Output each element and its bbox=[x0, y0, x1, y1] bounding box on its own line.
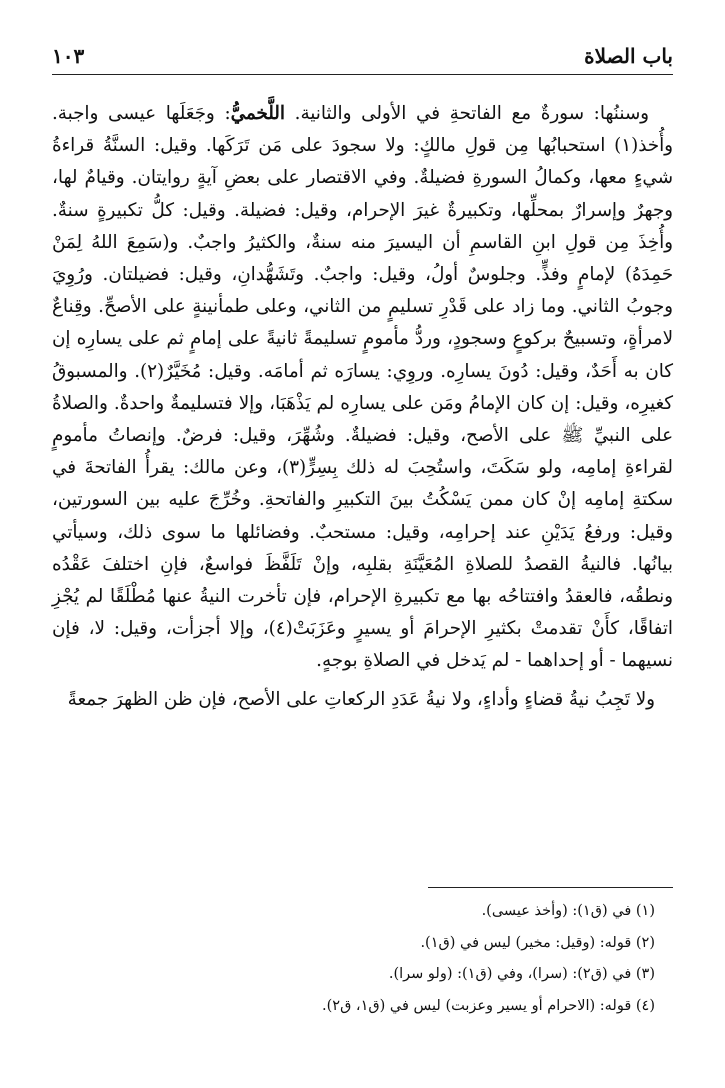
main-text bbox=[52, 98, 673, 716]
chapter-title: باب الصلاة bbox=[584, 44, 673, 68]
footnote-4: (٤) قوله: (الاحرام أو يسير وعزبت) ليس في (ق١، ق٢). bbox=[321, 997, 655, 1014]
footnote-2: (٢) قوله: (وقيل: مخير) ليس في (ق١). bbox=[420, 934, 655, 951]
paragraph-1 bbox=[52, 98, 673, 678]
page-header bbox=[52, 40, 673, 75]
paragraph-1-rest: : وجَعَلَها عيسى واجبة. وأُخذ(١) استحبابُها مِن قولِ مالكٍ: ولا سجودَ على مَن تَرَكَها. وقيل: السنَّةُ قراءةُ شيءٍ معها، وكمالُ السورةِ فضيلةٌ. وفي الاقتصار على بعضِ آيةٍ روايتان. وقيامٌ لها، وجهرٌ وإسرارٌ بمحلِّها، وتكبيرةٌ غيرَ الإحرام، وقيل: فضيلة. وقيل: كلُّ تكبيرةٍ سنةٌ. وأُخِذَ مِن قولِ ابنِ القاسمِ أن اليسيرَ منه سنةٌ، والكثيرُ واجبٌ. و(سَمِعَ اللهُ لِمَنْ حَمِدَهُ) لإمامٍ وفذٍّ. وجلوسٌ أولُ، وقيل: واجبٌ. وتَشَهُّدانِ، وقيل: فضيلتان. ورُوِيَ وجوبُ الثاني. وما زاد على قَدْرِ تسليمٍ من الثاني، وعلى طمأنينةٍ على الأصحِّ. وقِناعٌ لامرأةٍ، وتسبيحٌ بركوعٍ وسجودٍ، وردُّ مأمومٍ تسليمةً ثانيةً على إمامٍ ثم على يسارِه إن كان به أَحَدٌ، وقيل: دُونَ يسارِه. وروِي: يسارَه ثم أمامَه. وقيل: مُخَيَّرٌ(٢). والمسبوقُ كغيرِه، وقيل: إن كان الإمامُ ومَن على يسارِه لم يَذْهَبَا، وإلا فتسليمةٌ واحدةٌ. والصلاةُ على النبيِّ ﷺ على الأصح، وقيل: فضيلةٌ. وشُهِّرَ، وقيل: فرضٌ. وإنصاتُ مأمومٍ لقراءةِ إمامِه، ولو سَكَتَ، واستُحِبَ له ذلك بِسِرٍّ(٣)، وعن مالك: يقرأُ الفاتحةَ في سكتةِ إمامِه إنْ كان ممن يَسْكُتُ بينَ التكبيرِ والفاتحةِ. وخُرِّجَ عليه بين السورتين، وقيل: ورفعُ يَدَيْنِ عند إحرامِه، وقيل: مستحبٌ. وفضائلها ما سوى ذلك، وسيأتي بيانُها. فالنيةُ القصدُ للصلاةِ المُعَيَّنَةِ بقلبِه، وإنْ تَلَفَّظَ فواسعٌ، فإنِ اختلفَ عَقْدُه ونطقُه، فالعقدُ وافتتاحُه بها مع تكبيرةِ الإحرام، فإن تأخرت النيةُ عنها مُطْلَقًا لم يُجْزِ اتفاقًا، كأَنْ تقدمتْ بكثيرِ الإحرامَ أو يسيرٍ وعَزَبَتْ(٤)، وإلا أجزأت، وقيل: لا، فإن نسيهما - أو إحداهما - لم يَدخل في الصلاةِ بوجهٍ. bbox=[52, 103, 674, 672]
footnote-divider bbox=[428, 887, 673, 888]
paragraph-2: ولا تَجِبُ نيةُ قضاءٍ وأداءٍ، ولا نيةُ عَدَدِ الركعاتِ على الأصح، فإن ظن الظهرَ جمعةً bbox=[67, 688, 655, 710]
footnotes bbox=[52, 896, 655, 1022]
page-number: ١٠٣ bbox=[52, 44, 85, 68]
footnote-3: (٣) في (ق٢): (سرا)، وفي (ق١): (ولو سرا). bbox=[388, 966, 655, 982]
paragraph-1-start: وسننُها: سورةٌ مع الفاتحةِ في الأولى والثانية. bbox=[284, 103, 649, 124]
footnote-1: (١) في (ق١): (وأخذ عيسى). bbox=[481, 903, 655, 919]
scholar-name-lakhmi: اللَّخميُّ bbox=[230, 103, 285, 124]
